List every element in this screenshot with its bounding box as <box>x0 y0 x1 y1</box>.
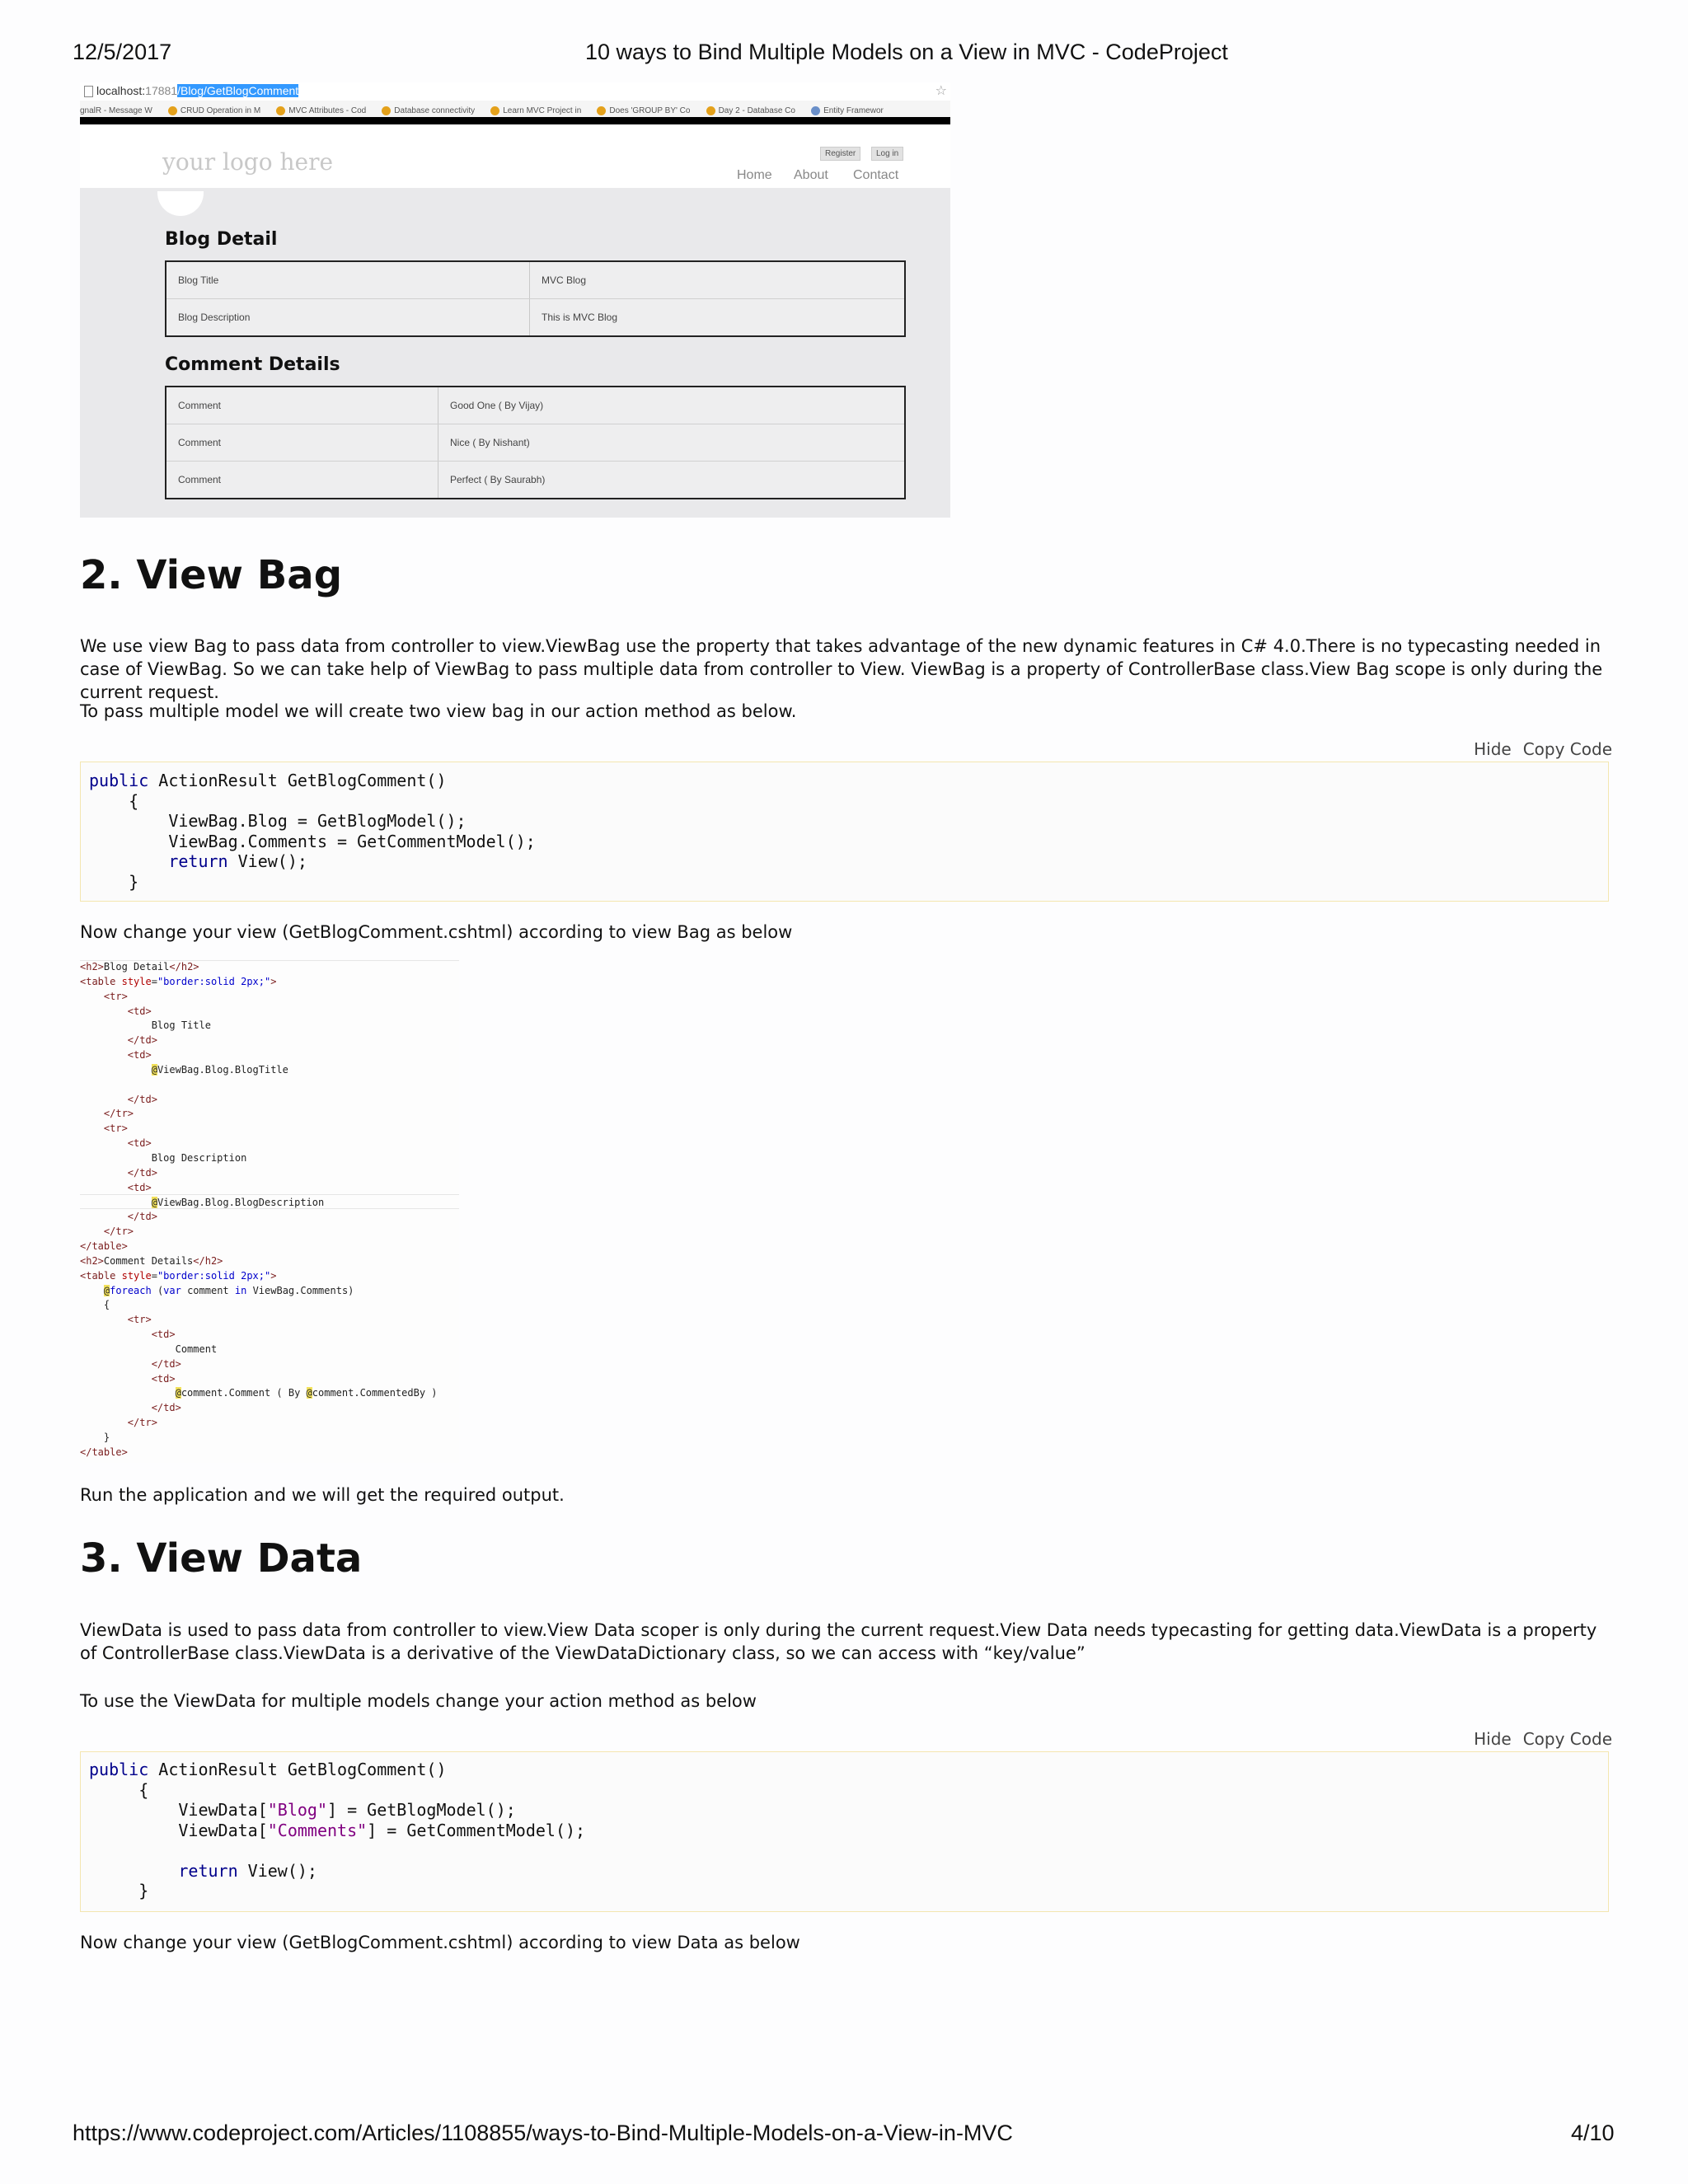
code-block-viewbag: public ActionResult GetBlogComment() { ViewBag.Blog = GetBlogModel(); ViewBag.Comments = GetCommentModel(); return View(); } <box>80 762 1609 902</box>
section-heading-view-data: 3. View Data <box>80 1535 363 1582</box>
table-row: Comment Nice ( By Nishant) <box>166 424 905 462</box>
view-bag-intro: To pass multiple model we will create two view bag in our action method as below. <box>80 701 797 721</box>
code-toolbar <box>1462 1729 1612 1749</box>
table-row: Comment Perfect ( By Saurabh) <box>166 462 905 499</box>
section-heading-view-bag: 2. View Bag <box>80 552 343 598</box>
codeproject-icon <box>276 106 285 115</box>
bookmark-item: gnalR - Message W <box>80 106 152 115</box>
site-logo: your logo here <box>162 148 334 176</box>
hide-code-link[interactable]: Hide <box>1474 739 1512 759</box>
print-title: 10 ways to Bind Multiple Models on a View in MVC - CodeProject <box>585 40 1228 64</box>
code-screenshot-viewbag <box>80 960 459 1463</box>
bookmark-item: MVC Attributes - Cod <box>276 103 366 117</box>
address-bar <box>80 82 950 101</box>
table-row: Blog Title MVC Blog <box>166 261 905 299</box>
bookmark-item: Does 'GROUP BY' Co <box>597 103 690 117</box>
copy-code-link[interactable]: Copy Code <box>1522 739 1612 759</box>
table-row: Comment Good One ( By Vijay) <box>166 387 905 424</box>
bookmark-item: CRUD Operation in M <box>168 103 260 117</box>
view-bag-paragraph: We use view Bag to pass data from controller to view.ViewBag use the property that takes advantage of the new dynamic features in C# 4.0.There is no typecasting needed in case of ViewBag. So we can take help of ViewBag to pass multiple data from controller to View. ViewBag is a property of ControllerBase class.View Bag scope is only during the current request. <box>80 636 1603 702</box>
comment-details-table <box>165 386 906 499</box>
run-application-text: Run the application and we will get the required output. <box>80 1485 565 1505</box>
address-url: localhost:17881/Blog/GetBlogComment <box>96 84 299 97</box>
logo-circle <box>157 191 204 216</box>
login-link: Log in <box>871 147 903 161</box>
codeproject-icon <box>490 106 499 115</box>
navbar-strip <box>80 117 950 124</box>
bookmark-item: Entity Framewor <box>811 103 884 117</box>
code-block-viewdata: public ActionResult GetBlogComment() { ViewData["Blog"] = GetBlogModel(); ViewData["Comments"] = GetCommentModel(); return View(); } <box>80 1751 1609 1912</box>
hide-code-link[interactable]: Hide <box>1474 1729 1512 1749</box>
page-icon <box>84 86 93 97</box>
nav-home: Home <box>737 168 772 182</box>
razor-code: <h2>Blog Detail</h2> <table style="border:solid 2px;"> <tr> <td> Blog Title </td> <td> @ViewBag.Blog.BlogTitle </td> </tr> <tr> <td> Blog Description </td> <td> @ViewBag.Blog.BlogDescription </td> </tr> </table> <h2>Comment Details</h2> <table style="border:solid 2px;"> @foreach (var comment in ViewBag.Comments) { <tr> <td> Comment </td> <td> @comment.Comment ( By @comment.CommentedBy ) </td> </tr> } </table> <box>80 961 438 1458</box>
print-page-number: 4/10 <box>1571 2121 1615 2145</box>
bookmark-item: Database connectivity <box>382 103 475 117</box>
codeproject-icon <box>382 106 391 115</box>
codeproject-icon <box>168 106 177 115</box>
nav-contact: Contact <box>853 168 899 182</box>
view-data-view-intro: Now change your view (GetBlogComment.cshtml) according to view Data as below <box>80 1933 800 1952</box>
code-toolbar <box>1462 739 1612 759</box>
globe-icon <box>811 106 820 115</box>
nav-about: About <box>794 168 828 182</box>
star-icon: ☆ <box>935 82 947 98</box>
codeproject-icon <box>706 106 715 115</box>
bookmarks-bar <box>80 101 950 117</box>
view-data-intro: To use the ViewData for multiple models change your action method as below <box>80 1691 757 1711</box>
bookmark-item: Learn MVC Project in <box>490 103 581 117</box>
codeproject-icon <box>597 106 606 115</box>
print-date: 12/5/2017 <box>73 40 172 64</box>
blog-detail-table <box>165 260 906 337</box>
bookmark-item: Day 2 - Database Co <box>706 103 795 117</box>
copy-code-link[interactable]: Copy Code <box>1522 1729 1612 1749</box>
app-screenshot <box>80 82 950 518</box>
blog-detail-heading: Blog Detail <box>165 229 278 250</box>
table-row: Blog Description This is MVC Blog <box>166 299 905 337</box>
view-bag-view-intro: Now change your view (GetBlogComment.cshtml) according to view Bag as below <box>80 922 793 942</box>
comment-details-heading: Comment Details <box>165 354 340 375</box>
print-url: https://www.codeproject.com/Articles/1108855/ways-to-Bind-Multiple-Models-on-a-View-in-MVC <box>73 2121 1013 2145</box>
register-link: Register <box>820 147 860 161</box>
view-data-paragraph: ViewData is used to pass data from controller to view.View Data scoper is only during the current request.View Data needs typecasting for getting data.ViewData is a property of ControllerBase class.ViewData is a derivative of the ViewDataDictionary class, so we can access with “key/value” <box>80 1620 1597 1663</box>
